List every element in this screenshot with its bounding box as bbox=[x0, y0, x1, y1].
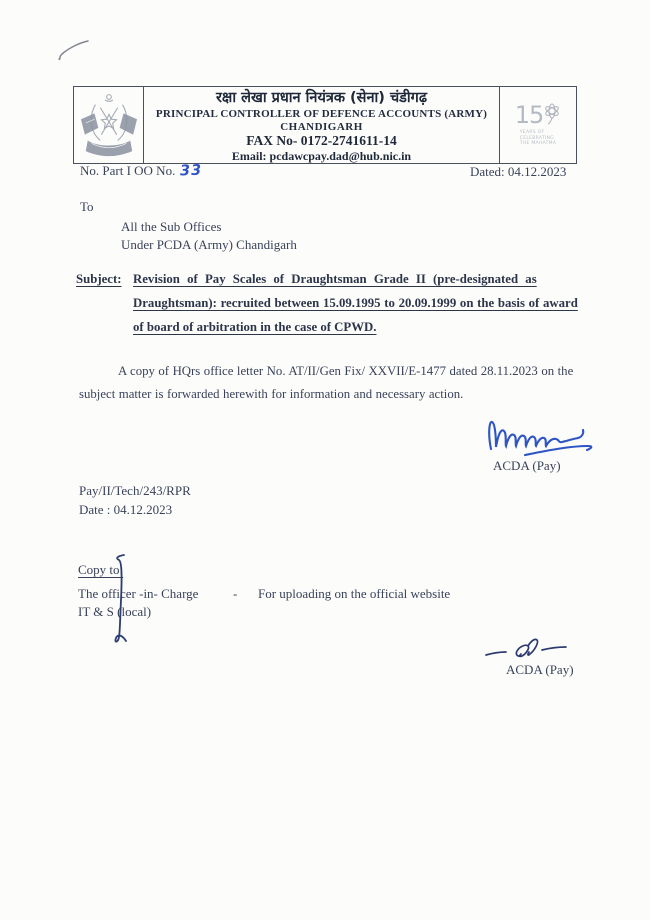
recipient-line: Under PCDA (Army) Chandigarh bbox=[121, 237, 297, 252]
subject-line: Revision of Pay Scales of Draughtsman Grade II (pre-designated as bbox=[133, 272, 537, 286]
handwritten-signature-icon bbox=[483, 413, 601, 459]
salutation-to: To bbox=[80, 199, 94, 214]
subject-line: Draughtsman): recruited between 15.09.1995 to 20.09.1999 on the basis of award bbox=[133, 296, 578, 310]
file-reference-number: Pay/II/Tech/243/RPR bbox=[79, 483, 191, 498]
ref-number-label: No. Part I OO No. bbox=[80, 163, 176, 178]
body-paragraph-line: subject matter is forwarded herewith for information and necessary action. bbox=[79, 387, 464, 401]
body-paragraph-line: A copy of HQrs office letter No. AT/II/Gen Fix/ XXVII/E-1477 dated 28.11.2023 on the bbox=[118, 364, 574, 378]
org-fax-number: FAX No- 0172-2741611-14 bbox=[246, 133, 397, 148]
pen-slash-mark bbox=[55, 38, 93, 62]
org-name-hindi: रक्षा लेखा प्रधान नियंत्रक (सेना) चंडीगढ़ bbox=[216, 90, 427, 106]
defence-crest-icon bbox=[80, 91, 138, 159]
logo-caption-line: THE MAHATMA bbox=[519, 141, 557, 147]
ref-number bbox=[80, 163, 203, 179]
copy-department: IT & S (local) bbox=[78, 604, 152, 619]
recipient-line: All the Sub Offices bbox=[121, 219, 222, 234]
letterhead-crest-cell bbox=[74, 87, 144, 163]
subject-line: of board of arbitration in the case of CPWD. bbox=[133, 320, 377, 334]
signatory-designation: ACDA (Pay) bbox=[493, 458, 561, 473]
ref-number-handwritten: 33 bbox=[180, 162, 203, 180]
signatory-designation: ACDA (Pay) bbox=[506, 662, 574, 677]
org-city: CHANDIGARH bbox=[280, 121, 363, 133]
copy-purpose: For uploading on the official website bbox=[258, 586, 451, 601]
letterhead-box bbox=[73, 86, 577, 164]
logo-caption-line: YEARS OF bbox=[519, 130, 545, 136]
logo-150-number: 15 bbox=[514, 101, 544, 130]
org-email: Email: pcdawcpay.dad@hub.nic.in bbox=[231, 149, 412, 163]
copy-separator: - bbox=[233, 586, 238, 601]
sd-handwritten-initials-icon bbox=[482, 637, 588, 663]
flower-icon bbox=[543, 103, 561, 125]
letterhead-text-cell bbox=[144, 87, 499, 163]
mahatma-150-years-logo bbox=[499, 87, 576, 163]
logo-caption-line: CELEBRATING bbox=[519, 135, 555, 141]
ref-dated: Dated: 04.12.2023 bbox=[470, 164, 567, 179]
org-name-english: PRINCIPAL CONTROLLER OF DEFENCE ACCOUNTS (ARMY) bbox=[155, 108, 488, 120]
file-reference-date: Date : 04.12.2023 bbox=[79, 502, 173, 517]
copy-recipient: The officer -in- Charge bbox=[78, 586, 199, 601]
copy-to-label: Copy to: bbox=[78, 562, 124, 577]
subject-label: Subject: bbox=[76, 272, 122, 286]
